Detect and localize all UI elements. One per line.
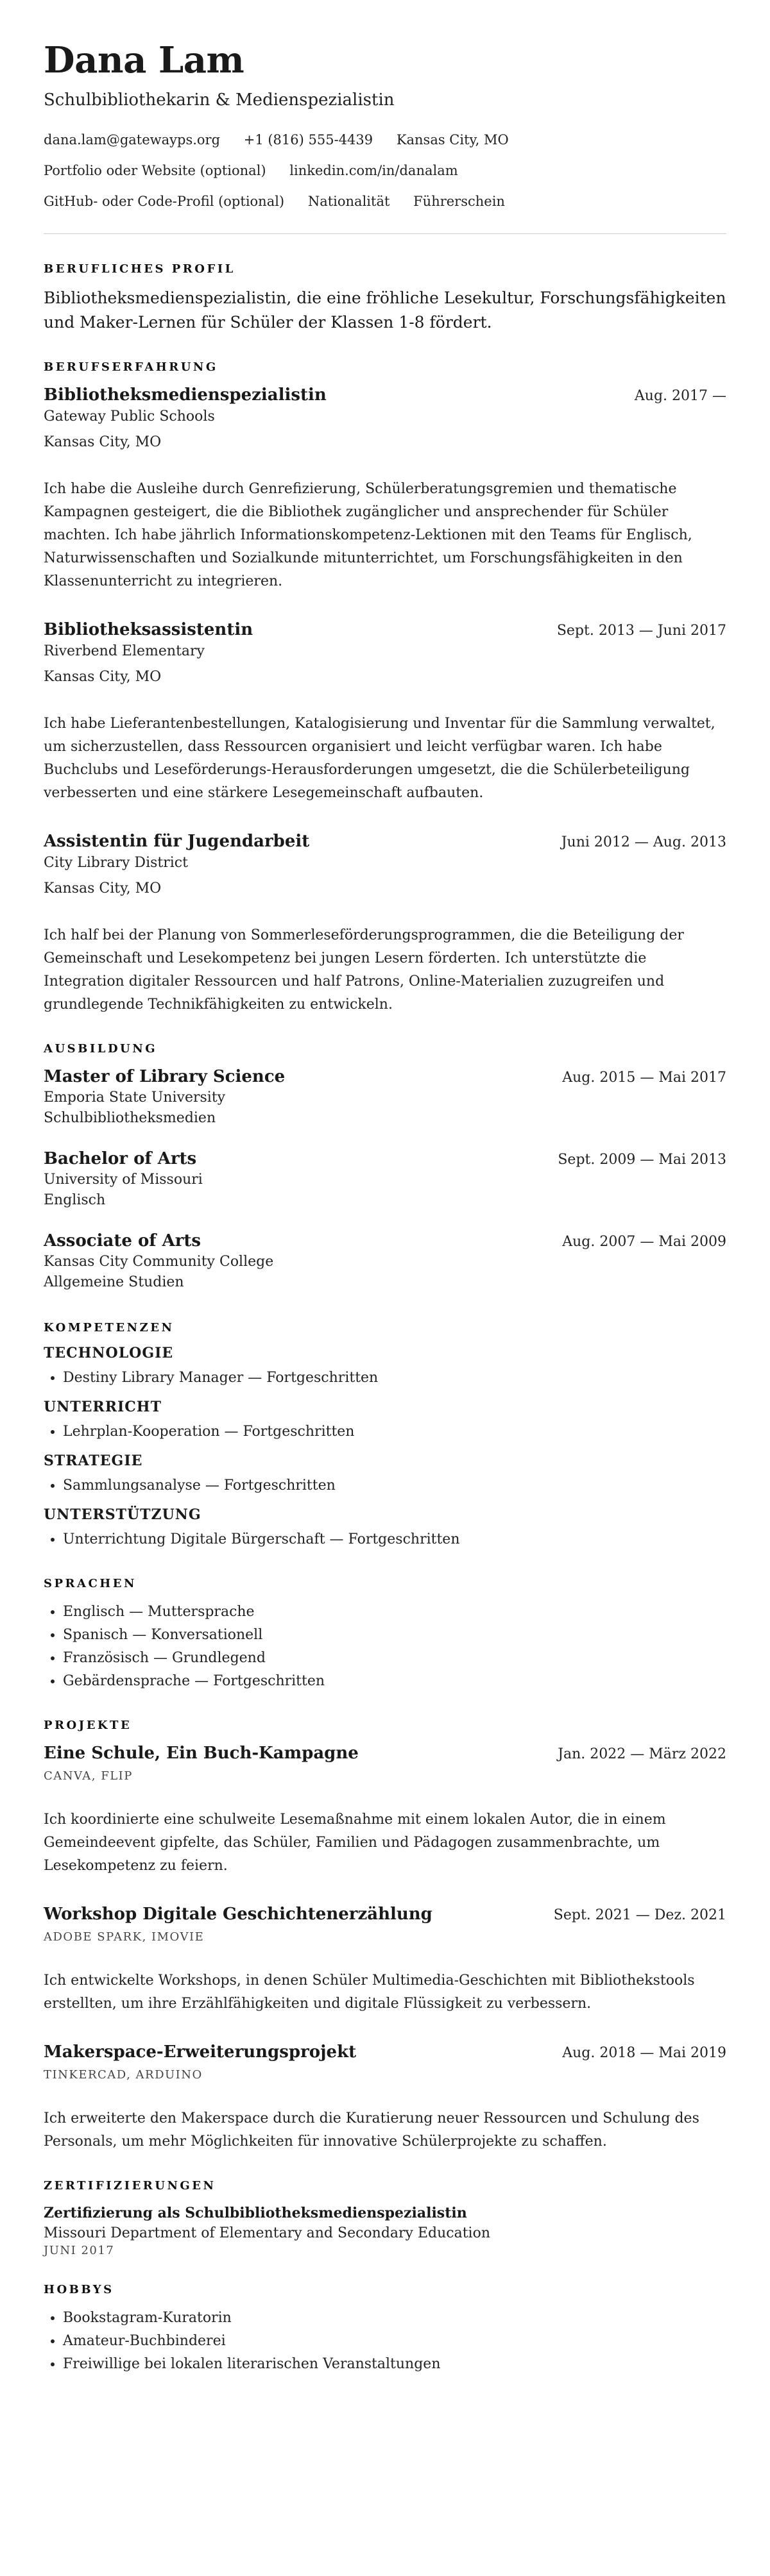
certification-title: Zertifizierung als Schulbibliotheksmedienspezialistin bbox=[44, 2205, 467, 2221]
project-description: Ich koordinierte eine schulweite Lesemaßnahme mit einem lokalen Autor, die in einem Gemeindeevent gipfelte, das Schüler, Familien und Pädagogen zusammenbrachte, um Lesekompetenz zu feiern. bbox=[44, 1812, 666, 1874]
portfolio-link[interactable]: Portfolio oder Website (optional) bbox=[44, 163, 266, 178]
skill-item: • Sammlungsanalyse — Fortgeschritten bbox=[63, 1474, 726, 1497]
skill-list bbox=[44, 1420, 726, 1444]
experience-org: City Library District bbox=[44, 855, 188, 871]
section-heading-education: AUSBILDUNG bbox=[44, 1042, 158, 1056]
phone-text: +1 (816) 555-4439 bbox=[243, 132, 373, 147]
experience-org: Riverbend Elementary bbox=[44, 643, 205, 659]
contact-line-1 bbox=[44, 131, 726, 149]
skill-list bbox=[44, 1528, 726, 1551]
skill-list bbox=[44, 1367, 726, 1390]
candidate-name: Dana Lam bbox=[44, 39, 244, 81]
education-field: Englisch bbox=[44, 1192, 106, 1208]
linkedin-link[interactable]: linkedin.com/in/danalam bbox=[289, 163, 458, 178]
contact-line-2 bbox=[44, 162, 726, 180]
project-item bbox=[44, 1742, 726, 1878]
experience-title: Bibliotheksmedienspezialistin bbox=[44, 385, 327, 405]
project-tech: ADOBE SPARK, IMOVIE bbox=[44, 1930, 205, 1944]
education-school: Kansas City Community College bbox=[44, 1254, 274, 1270]
location-text: Kansas City, MO bbox=[396, 132, 509, 147]
section-heading-skills: KOMPETENZEN bbox=[44, 1321, 175, 1334]
section-heading-profile: BERUFLICHES PROFIL bbox=[44, 262, 235, 276]
experience-title: Bibliotheksassistentin bbox=[44, 620, 253, 639]
language-item: • Französisch — Grundlegend bbox=[63, 1647, 726, 1670]
project-item bbox=[44, 2041, 726, 2153]
skill-item: • Destiny Library Manager — Fortgeschritten bbox=[63, 1367, 726, 1390]
section-heading-certifications: ZERTIFIZIERUNGEN bbox=[44, 2179, 216, 2193]
hobby-item: • Freiwillige bei lokalen literarischen Veranstaltungen bbox=[63, 2353, 726, 2376]
language-item: • Spanisch — Konversationell bbox=[63, 1624, 726, 1647]
project-title: Workshop Digitale Geschichtenerzählung bbox=[44, 1905, 432, 1924]
nationality-text: Nationalität bbox=[307, 194, 390, 209]
skill-item: • Lehrplan-Kooperation — Fortgeschritten bbox=[63, 1420, 726, 1444]
education-item bbox=[44, 1066, 726, 1129]
experience-title: Assistentin für Jugendarbeit bbox=[44, 832, 310, 851]
education-item bbox=[44, 1148, 726, 1211]
hobby-item: • Amateur-Buchbinderei bbox=[63, 2330, 726, 2353]
education-degree: Master of Library Science bbox=[44, 1067, 286, 1086]
education-degree: Bachelor of Arts bbox=[44, 1149, 197, 1168]
skill-category: UNTERRICHT bbox=[44, 1399, 162, 1415]
experience-dates: Juni 2012 — Aug. 2013 bbox=[561, 834, 726, 850]
education-dates: Sept. 2009 — Mai 2013 bbox=[558, 1152, 726, 1168]
project-description: Ich erweiterte den Makerspace durch die Kuratierung neuer Ressourcen und Schulung des Personals, um mehr Möglichkeiten für innovative Schülerprojekte zu schaffen. bbox=[44, 2110, 699, 2150]
language-item: • Englisch — Muttersprache bbox=[63, 1601, 726, 1624]
profile-summary: Bibliotheksmedienspezialistin, die eine fröhliche Lesekultur, Forschungsfähigkeiten und Maker-Lernen für Schüler der Klassen 1-8 fördert. bbox=[44, 289, 726, 332]
section-heading-experience: BERUFSERFAHRUNG bbox=[44, 360, 218, 374]
experience-description: Ich habe die Ausleihe durch Genrefizierung, Schülerberatungsgremien und thematische Kampagnen gesteigert, die die Bibliothek zugänglicher und ansprechender für Schüler machten. Ich habe jährlich Informationskompetenz-Lektionen mit den Teams für Englisch, Naturwissenschaften und Sozialkunde mitunterrichtet, um Forschungsfähigkeiten in den Klassenunterricht zu integrieren. bbox=[44, 481, 692, 589]
job-title-headline: Schulbibliothekarin & Medienspezialistin bbox=[44, 90, 395, 110]
language-item: • Gebärdensprache — Fortgeschritten bbox=[63, 1670, 726, 1693]
project-dates: Sept. 2021 — Dez. 2021 bbox=[553, 1907, 726, 1923]
project-tech: CANVA, FLIP bbox=[44, 1769, 133, 1783]
license-text: Führerschein bbox=[413, 194, 505, 209]
education-dates: Aug. 2015 — Mai 2017 bbox=[562, 1070, 726, 1086]
experience-description: Ich half bei der Planung von Sommerleseförderungsprogrammen, die die Beteiligung der Gemeinschaft und Lesekompetenz bei jungen Lesern förderten. Ich unterstützte die Integration digitaler Ressourcen und half Patrons, Online-Materialien zuzugreifen und grundlegende Technikfähigkeiten zu entwickeln. bbox=[44, 927, 684, 1013]
language-list bbox=[44, 1601, 726, 1693]
project-title: Eine Schule, Ein Buch-Kampagne bbox=[44, 1744, 359, 1763]
experience-item bbox=[44, 619, 726, 805]
experience-location: Kansas City, MO bbox=[44, 880, 162, 897]
github-link[interactable]: GitHub- oder Code-Profil (optional) bbox=[44, 194, 285, 209]
skill-list bbox=[44, 1474, 726, 1497]
hobby-item: • Bookstagram-Kuratorin bbox=[63, 2307, 726, 2330]
experience-location: Kansas City, MO bbox=[44, 669, 162, 685]
project-title: Makerspace-Erweiterungsprojekt bbox=[44, 2042, 357, 2062]
skill-category: UNTERSTÜTZUNG bbox=[44, 1506, 201, 1523]
education-dates: Aug. 2007 — Mai 2009 bbox=[562, 1234, 726, 1250]
experience-item bbox=[44, 830, 726, 1016]
education-school: Emporia State University bbox=[44, 1090, 226, 1106]
education-field: Schulbibliotheksmedien bbox=[44, 1110, 216, 1126]
certification-date: JUNI 2017 bbox=[44, 2244, 115, 2257]
hobby-list bbox=[44, 2307, 726, 2376]
certification-org: Missouri Department of Elementary and Secondary Education bbox=[44, 2225, 491, 2241]
project-dates: Jan. 2022 — März 2022 bbox=[558, 1746, 726, 1762]
experience-item bbox=[44, 384, 726, 593]
project-dates: Aug. 2018 — Mai 2019 bbox=[562, 2045, 726, 2061]
experience-location: Kansas City, MO bbox=[44, 434, 162, 450]
project-description: Ich entwickelte Workshops, in denen Schüler Multimedia-Geschichten mit Bibliothekstools erstellten, um ihre Erzählfähigkeiten und digitale Flüssigkeit zu verbessern. bbox=[44, 1973, 695, 2012]
skill-category: TECHNOLOGIE bbox=[44, 1345, 174, 1361]
email-link[interactable]: dana.lam@gatewayps.org bbox=[44, 132, 221, 147]
section-heading-projects: PROJEKTE bbox=[44, 1719, 132, 1732]
education-field: Allgemeine Studien bbox=[44, 1274, 184, 1290]
experience-dates: Sept. 2013 — Juni 2017 bbox=[556, 623, 726, 639]
experience-dates: Aug. 2017 — bbox=[634, 388, 726, 404]
project-item bbox=[44, 1903, 726, 2016]
section-heading-languages: SPRACHEN bbox=[44, 1577, 137, 1590]
experience-org: Gateway Public Schools bbox=[44, 408, 215, 425]
contact-line-3 bbox=[44, 192, 726, 210]
section-heading-hobbies: HOBBYS bbox=[44, 2283, 114, 2296]
skill-item: • Unterrichtung Digitale Bürgerschaft — Fortgeschritten bbox=[63, 1528, 726, 1551]
skill-category: STRATEGIE bbox=[44, 1452, 143, 1469]
education-item bbox=[44, 1230, 726, 1293]
header-divider bbox=[44, 233, 726, 234]
education-school: University of Missouri bbox=[44, 1172, 203, 1188]
education-degree: Associate of Arts bbox=[44, 1231, 201, 1250]
project-tech: TINKERCAD, ARDUINO bbox=[44, 2068, 203, 2082]
experience-description: Ich habe Lieferantenbestellungen, Katalogisierung und Inventar für die Sammlung verwaltet, um sicherzustellen, dass Ressourcen organisiert und leicht verfügbar waren. Ich habe Buchclubs und Leseförderungs-Herausforderungen umgesetzt, die die Schülerbeteiligung verbesserten und eine stärkere Lesegemeinschaft aufbauten. bbox=[44, 716, 715, 801]
